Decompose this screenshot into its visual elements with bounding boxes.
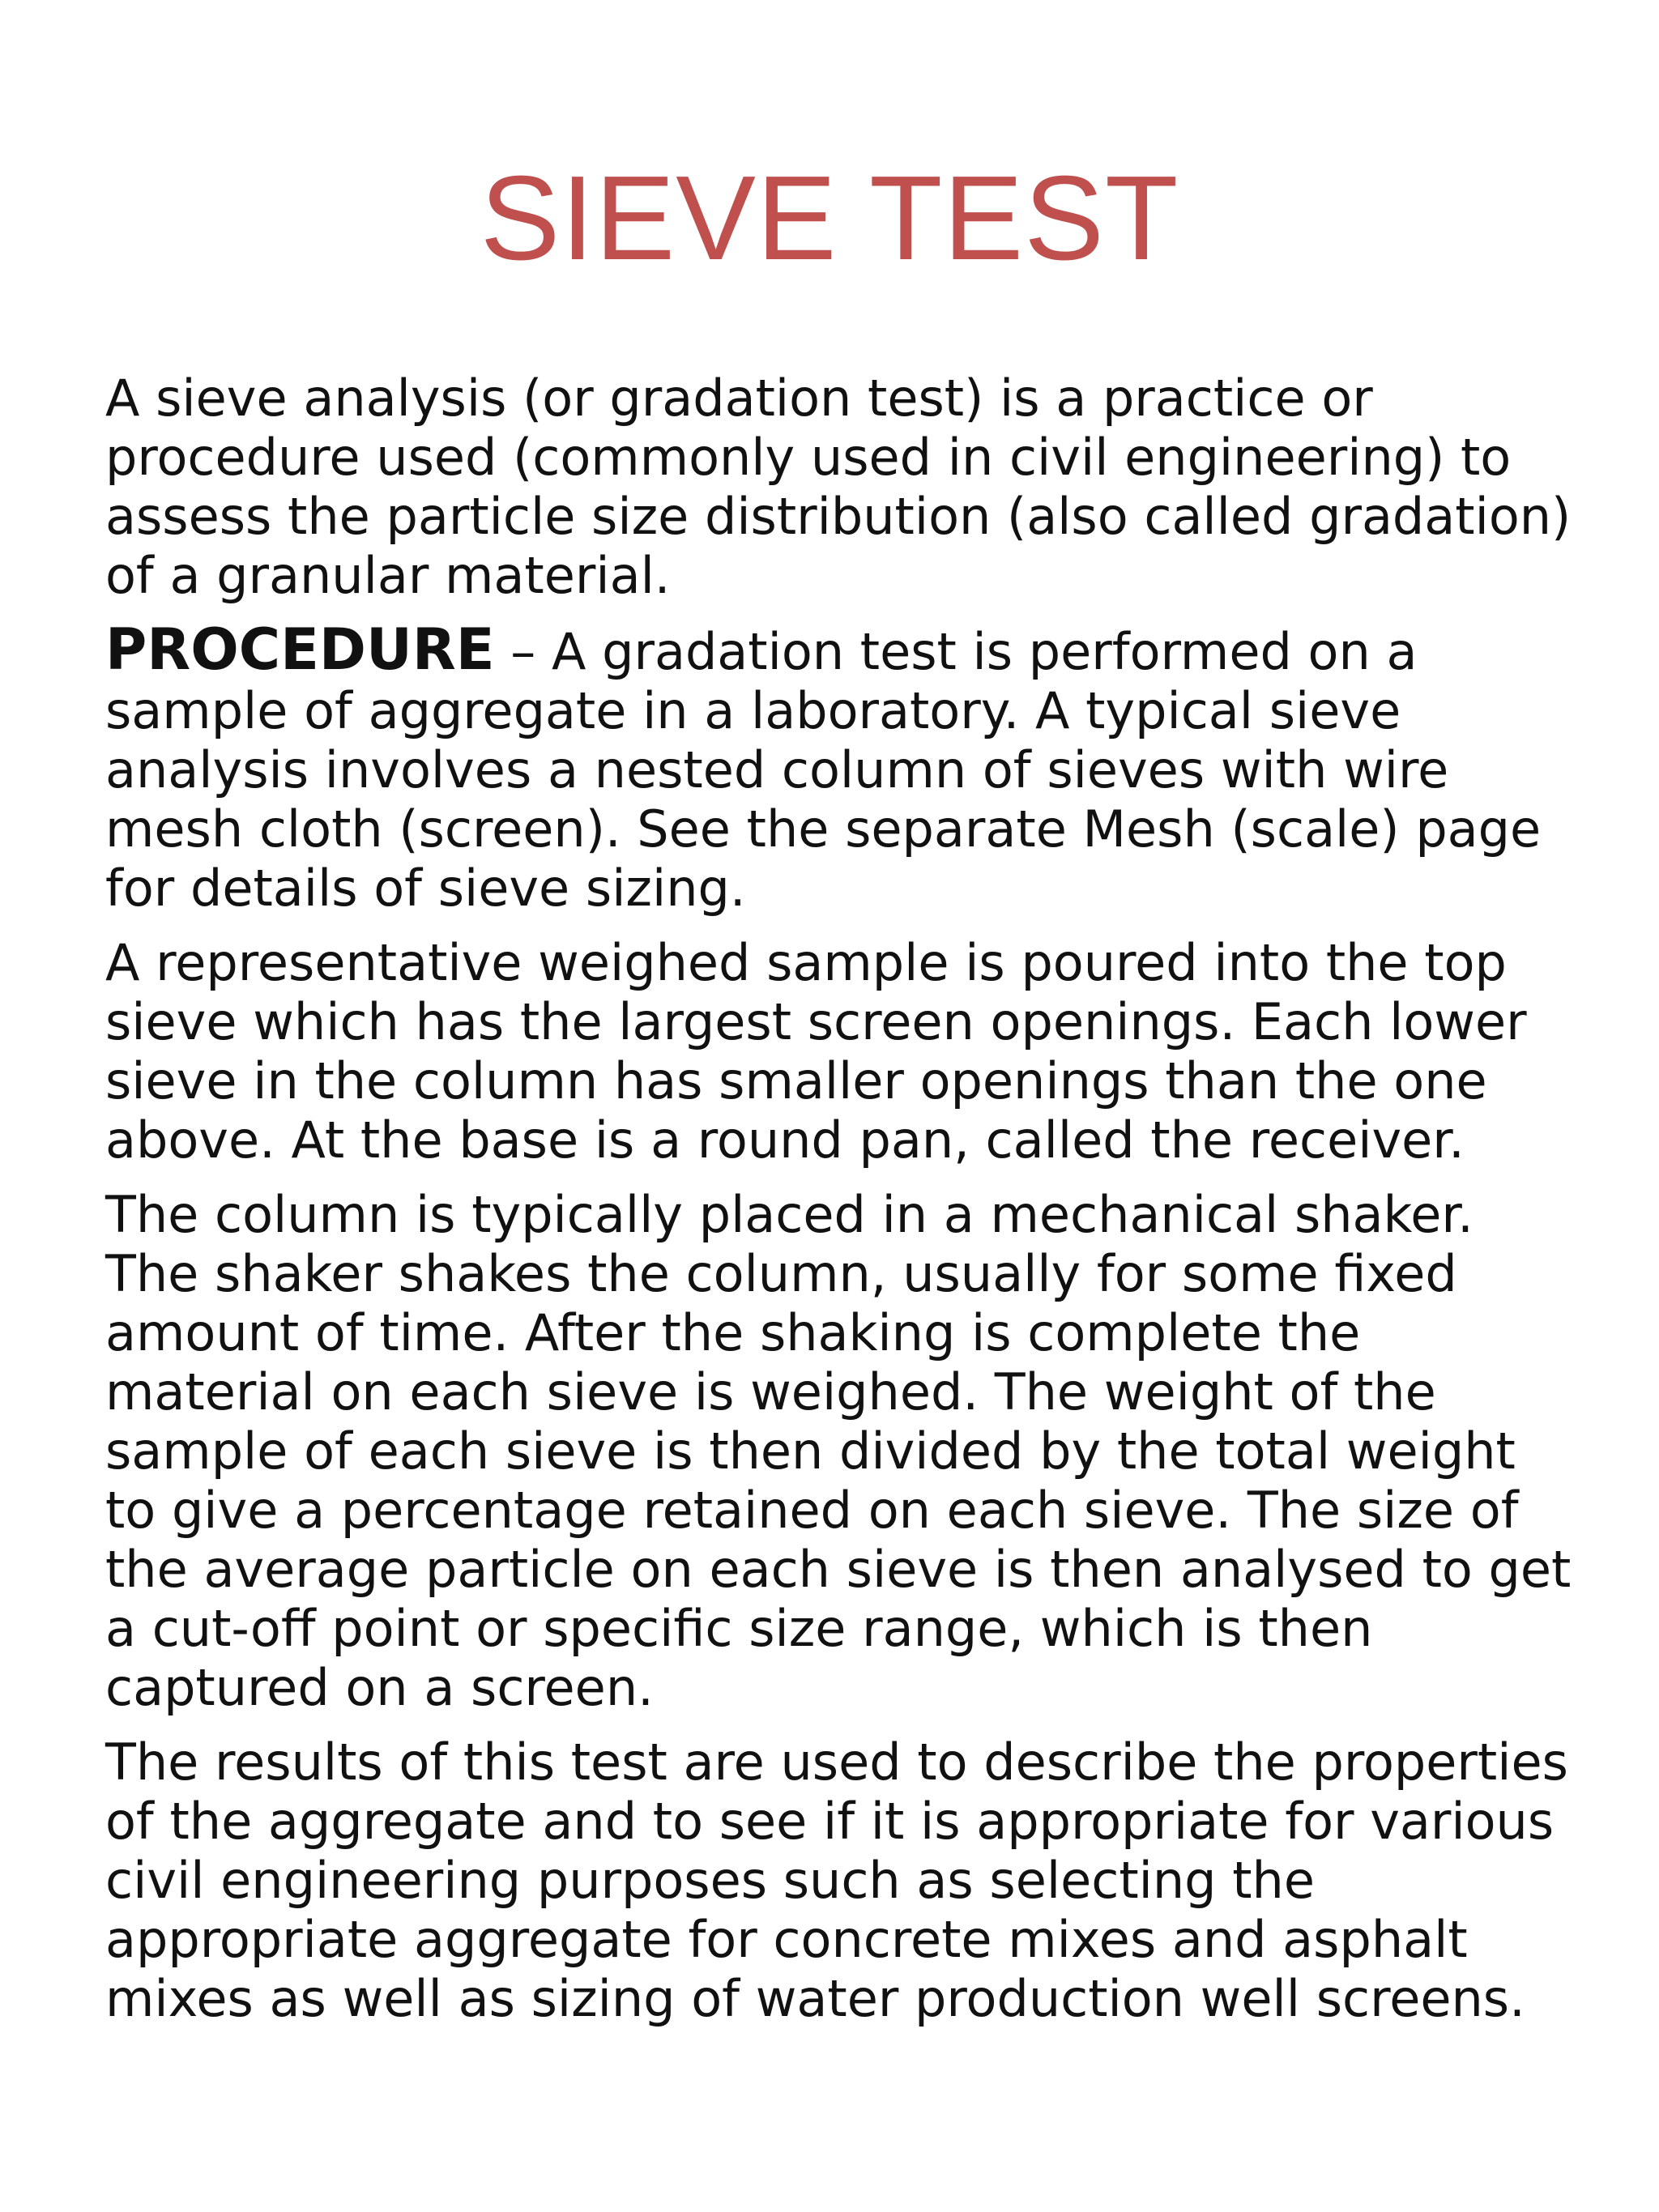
- procedure-heading: PROCEDURE: [105, 616, 495, 683]
- paragraph-procedure: [105, 616, 1580, 918]
- paragraph-results: The results of this test are used to describe the properties of the aggregate and to see if it is appropriate for various civil engineering purposes such as selecting the appropriate aggregate for concrete mixes and asphalt mixes as well as sizing of water production well screens.: [105, 1733, 1568, 2028]
- procedure-text: – A gradation test is performed on a sample of aggregate in a laboratory. A typical sieve analysis involves a nested column of sieves with wire mesh cloth (screen). See the separate Mesh (scale) page for details of sieve sizing.: [105, 622, 1542, 918]
- slide-body: [105, 369, 1580, 2044]
- paragraph-intro: A sieve analysis (or gradation test) is a practice or procedure used (commonly used in civil engineering) to assess the particle size distribution (also called gradation) of a granular material.: [105, 369, 1572, 605]
- paragraph-sample: A representative weighed sample is poured into the top sieve which has the largest screen openings. Each lower sieve in the column has smaller openings than the one above. At the base is a round pan, called the receiver.: [105, 933, 1527, 1170]
- page-title: SIEVE TEST: [480, 151, 1179, 285]
- paragraph-shaker: The column is typically placed in a mechanical shaker. The shaker shakes the column, usually for some fixed amount of time. After the shaking is complete the material on each sieve is weighed. The weight of the sample of each sieve is then divided by the total weight to give a percentage retained on each sieve. The size of the average particle on each sieve is then analysed to get a cut-off point or specific size range, which is then captured on a screen.: [105, 1185, 1572, 1717]
